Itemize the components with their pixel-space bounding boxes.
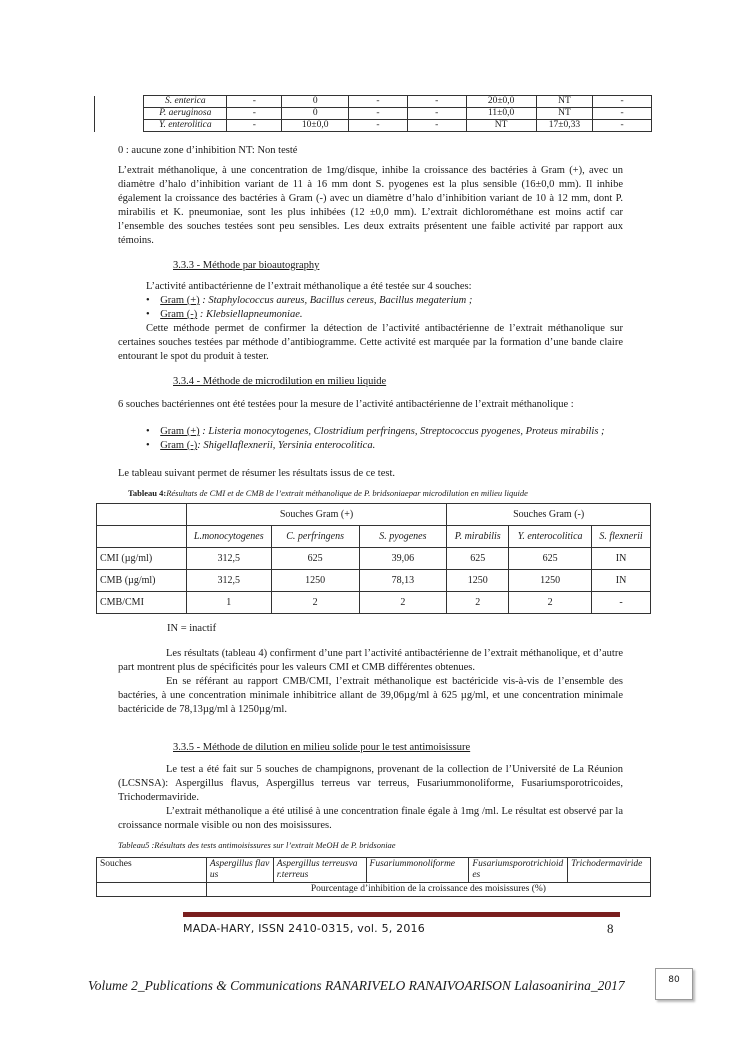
intro-3-3-3: L’activité antibactérienne de l’extrait méthanolique a été testée sur 4 souches:	[146, 281, 472, 292]
table-cell: 312,5	[186, 548, 271, 570]
table-row-label: CMB/CMI	[97, 592, 187, 614]
table-5-header-souches: Souches	[97, 858, 207, 883]
footer-rule	[183, 912, 620, 917]
table-cell: 625	[447, 548, 509, 570]
table-4-species-header: C. perfringens	[271, 526, 359, 548]
table-cell: -	[592, 592, 651, 614]
table-row	[95, 96, 652, 108]
table-cell: -	[593, 108, 652, 120]
paragraph-3-3-3: Cette méthode permet de confirmer la détection de l’activité antibactérienne de l’extrait méthanolique sur certaines souches testées par méthode d’antibiogramme. Cette activité est marquée par la formation d’une bande claire entourant le spot du produit à tester.	[118, 323, 623, 362]
table-cell: NT	[466, 120, 536, 132]
table-cell: 625	[271, 548, 359, 570]
table-cell: 1250	[447, 570, 509, 592]
table-cell: 312,5	[186, 570, 271, 592]
table-cell: 2	[447, 592, 509, 614]
table-5-subheader-row	[97, 883, 651, 897]
table-4-species-header: P. mirabilis	[447, 526, 509, 548]
page-number-box: 80	[655, 968, 693, 1000]
paragraph-3-3-5-2: L’extrait méthanolique a été utilisé à une concentration finale égale à 1mg /ml. Le résultat est observé par la croissance normale visible ou non des moisissures.	[118, 806, 623, 831]
table-cell-empty	[95, 96, 144, 108]
table-cell: 11±0,0	[466, 108, 536, 120]
table-cell: 2	[359, 592, 447, 614]
bullets-3-3-3	[146, 294, 626, 322]
table-cell-empty	[95, 120, 144, 132]
heading-3-3-5: 3.3.5 - Méthode de dilution en milieu solide pour le test antimoisissure	[173, 742, 471, 753]
table-cell: 625	[509, 548, 592, 570]
table-5-subheader: Pourcentage d’inhibition de la croissance des moisissures (%)	[206, 883, 650, 897]
table-cell: -	[349, 120, 408, 132]
table-cell: 17±0,33	[536, 120, 593, 132]
table-cell: 2	[509, 592, 592, 614]
table-5-species-header: Aspergillus flavus	[206, 858, 273, 883]
table-4-corner	[97, 504, 187, 526]
table-cell-empty	[95, 108, 144, 120]
paragraph-3-3-5-1: Le test a été fait sur 5 souches de champignons, provenant de la collection de l’Université de La Réunion (LCSNSA): Aspergillus flavus, Aspergillus terreus var terreus, Fusariummonoliforme, Fusariumsporotricoides, Trichodermaviride.	[118, 764, 623, 803]
paragraph-results-3: En se référant au rapport CMB/CMI, l’extrait méthanolique est bactéricide vis-à-vis de l’ensemble des bactéries, à une concentration minimale inhibitrice allant de 39,06µg/ml à 625 µg/ml, et une concentration minimale bactéricide de 78,13µg/ml à 1250µg/ml.	[118, 676, 623, 715]
table-5-species-header: Fusariummonoliforme	[366, 858, 469, 883]
footer-page-number: 8	[607, 921, 614, 936]
table-row	[97, 570, 651, 592]
outro-3-3-4: Le tableau suivant permet de résumer les résultats issus de ce test.	[118, 468, 395, 479]
table-cell: 1250	[509, 570, 592, 592]
legend-inhibition: 0 : aucune zone d’inhibition NT: Non testé	[118, 145, 298, 156]
legend-inactif: IN = inactif	[167, 623, 217, 634]
table-4-species-header: S. pyogenes	[359, 526, 447, 548]
table-row	[97, 548, 651, 570]
table-5	[96, 857, 651, 897]
table-cell: 0	[282, 108, 349, 120]
table-row	[95, 120, 652, 132]
table-4-species-header: L.monocytogenes	[186, 526, 271, 548]
table-cell-species: Y. enterolitica	[144, 120, 227, 132]
table-5-species-header: Aspergillus terreusvar.terreus	[273, 858, 366, 883]
table-cell-species: S. enterica	[144, 96, 227, 108]
table-cell: IN	[592, 570, 651, 592]
heading-3-3-4: 3.3.4 - Méthode de microdilution en milieu liquide	[173, 376, 387, 387]
table-row	[95, 108, 652, 120]
bullet-gram-pos: • Gram (+) : Staphylococcus aureus, Bacillus cereus, Bacillus megaterium ;	[146, 295, 473, 306]
table-4-group-gram-pos: Souches Gram (+)	[186, 504, 447, 526]
table-cell: 2	[271, 592, 359, 614]
table-5-caption: Tableau5 :Résultats des tests antimoisissures sur l’extrait MeOH de P. bridsoniae	[118, 840, 396, 850]
table-cell-empty	[97, 883, 207, 897]
bullets-3-3-4	[146, 425, 621, 453]
table-row-label: CMB (µg/ml)	[97, 570, 187, 592]
table-3-continued	[94, 95, 652, 132]
table-cell: 39,06	[359, 548, 447, 570]
bullet-gram-pos-334: • Gram (+) : Listeria monocytogenes, Clostridium perfringens, Streptococcus pyogenes, Proteus mirabilis ;	[146, 426, 605, 437]
volume-line: Volume 2_Publications & Communications RANARIVELO RANAIVOARISON Lalasoanirina_2017	[88, 978, 625, 993]
table-cell: NT	[536, 96, 593, 108]
table-cell: -	[349, 108, 408, 120]
table-cell: 10±0,0	[282, 120, 349, 132]
table-cell: -	[407, 96, 466, 108]
table-cell: NT	[536, 108, 593, 120]
table-cell: -	[227, 108, 282, 120]
table-4-caption: Tableau 4:Résultats de CMI et de CMB de l’extrait méthanolique de P. bridsoniaepar microdilution en milieu liquide	[128, 488, 528, 498]
table-cell: -	[227, 96, 282, 108]
table-cell: -	[227, 120, 282, 132]
table-cell: -	[349, 96, 408, 108]
table-cell: -	[593, 96, 652, 108]
bullet-gram-neg: • Gram (-) : Klebsiellapneumoniae.	[146, 309, 303, 320]
table-4-group-gram-neg: Souches Gram (-)	[447, 504, 651, 526]
table-cell: 20±0,0	[466, 96, 536, 108]
paragraph-results-2: Les résultats (tableau 4) confirment d’une part l’activité antibactérienne de l’extrait méthanolique, et d’autre part montrent plus de spécificités pour les valeurs CMI et CMB différentes obtenues.	[118, 648, 623, 673]
table-4-species-row	[97, 526, 651, 548]
table-cell-empty	[97, 526, 187, 548]
table-row	[97, 592, 651, 614]
table-cell: -	[407, 108, 466, 120]
footer-journal: MADA-HARY, ISSN 2410-0315, vol. 5, 2016	[183, 922, 425, 935]
table-4-species-header: S. flexnerii	[592, 526, 651, 548]
table-cell: 1	[186, 592, 271, 614]
heading-3-3-3: 3.3.3 - Méthode par bioautography	[173, 260, 320, 271]
table-cell-species: P. aeruginosa	[144, 108, 227, 120]
bullet-gram-neg-334: • Gram (-): Shigellaflexnerii, Yersinia enterocolitica.	[146, 440, 376, 451]
table-row-label: CMI (µg/ml)	[97, 548, 187, 570]
table-cell: -	[593, 120, 652, 132]
table-cell: 1250	[271, 570, 359, 592]
intro-3-3-4: 6 souches bactériennes ont été testées pour la mesure de l’activité antibactérienne de l’extrait méthanolique :	[118, 399, 574, 410]
table-cell: 78,13	[359, 570, 447, 592]
table-cell: IN	[592, 548, 651, 570]
table-4	[96, 503, 651, 614]
table-4-species-header: Y. enterocolitica	[509, 526, 592, 548]
table-cell: 0	[282, 96, 349, 108]
table-5-species-header: Trichodermaviride	[568, 858, 651, 883]
table-cell: -	[407, 120, 466, 132]
table-5-species-header: Fusariumsporotrichioides	[469, 858, 568, 883]
table-5-header-row	[97, 858, 651, 883]
paragraph-results-1: L’extrait méthanolique, à une concentration de 1mg/disque, inhibe la croissance des bactéries à Gram (+), avec un diamètre d’halo d’inhibition variant de 11 à 16 mm dont S. pyogenes est la plus sensible (16±0,0 mm). Il inhibe également la croissance des bactéries à Gram (-) avec un diamètre d’halo d’inhibition variant de 10 à 12 mm, dont P. mirabilis et K. pneumoniae, sont les plus inhibées (12 ±0,0 mm). L’extrait dichlorométhane est moins actif car l’ensemble des souches testées sont peu sensibles. Les deux extraits présentent une faible activité par rapport aux témoins.	[118, 165, 623, 246]
